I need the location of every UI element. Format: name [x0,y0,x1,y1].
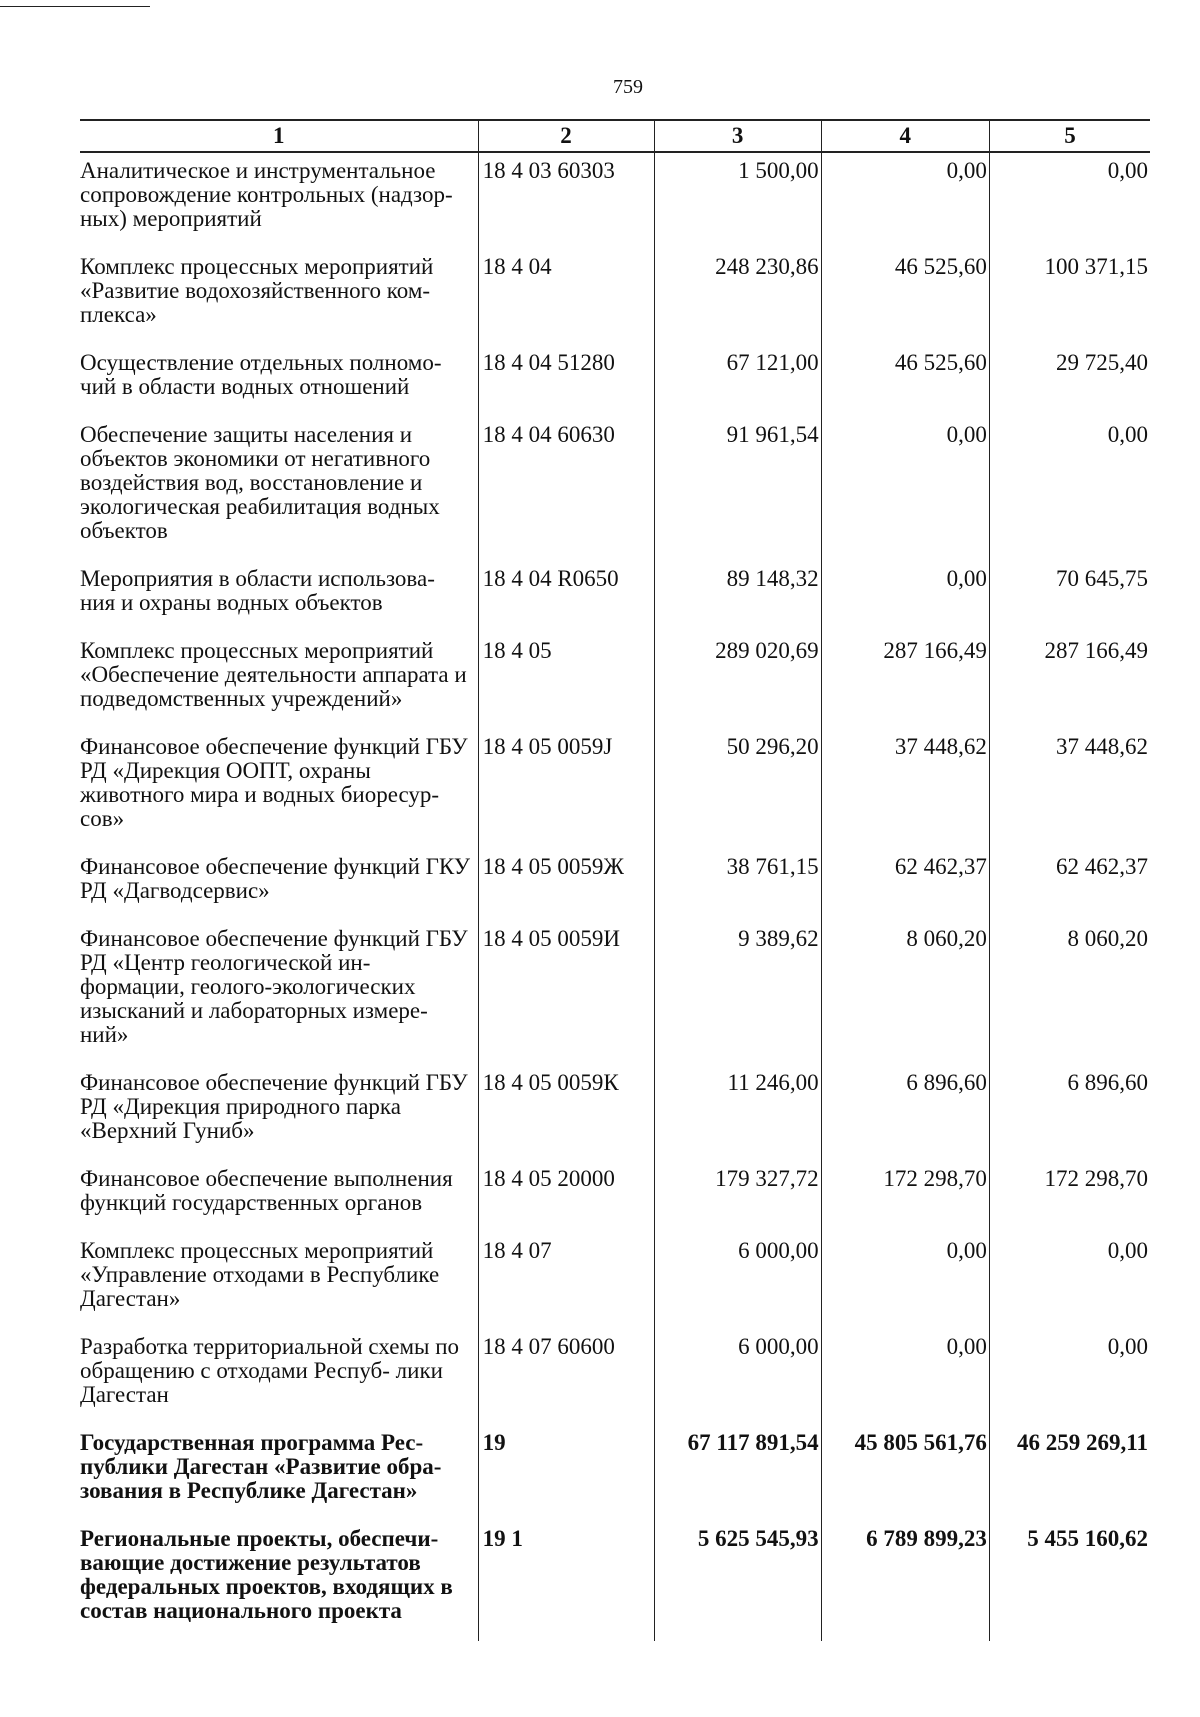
row-value-4: 0,00 [821,1329,989,1425]
row-value-3: 67 121,00 [654,345,821,417]
table-row [80,1233,1150,1329]
table-row [80,849,1150,921]
row-code: 18 4 07 60600 [478,1329,654,1425]
header-cell-4: 4 [821,120,989,152]
row-value-4: 287 166,49 [821,633,989,729]
row-code: 19 [478,1425,654,1521]
row-value-4: 62 462,37 [821,849,989,921]
row-code: 18 4 05 0059И [478,921,654,1065]
row-value-3: 50 296,20 [654,729,821,849]
row-code: 18 4 04 R0650 [478,561,654,633]
row-name: Мероприятия в области использова- ния и охраны водных объектов [80,566,435,615]
corner-rule [0,6,150,7]
row-value-5: 70 645,75 [989,561,1150,633]
row-code: 19 1 [478,1521,654,1641]
row-value-4: 6 896,60 [821,1065,989,1161]
row-value-4: 8 060,20 [821,921,989,1065]
row-name: Государственная программа Рес- публики Дагестан «Развитие обра- зования в Республике Дагестан» [80,1430,442,1503]
row-name: Аналитическое и инструментальное сопровождение контрольных (надзор- ных) мероприятий [80,158,453,231]
row-value-5: 46 259 269,11 [989,1425,1150,1521]
row-name: Разработка территориальной схемы по обращению с отходами Респуб- лики Дагестан [80,1334,460,1407]
row-name: Финансовое обеспечение функций ГБУ РД «Дирекция природного парка «Верхний Гуниб» [80,1070,468,1143]
row-value-4: 6 789 899,23 [821,1521,989,1641]
table-row [80,1425,1150,1521]
table-row [80,633,1150,729]
row-value-3: 89 148,32 [654,561,821,633]
row-code: 18 4 04 51280 [478,345,654,417]
row-value-5: 0,00 [989,1329,1150,1425]
row-name: Региональные проекты, обеспечи- вающие достижение результатов федеральных проектов, входящих в состав национального проекта [80,1526,453,1623]
row-value-4: 37 448,62 [821,729,989,849]
row-value-4: 172 298,70 [821,1161,989,1233]
row-name: Комплекс процессных мероприятий «Развитие водохозяйственного ком- плекса» [80,254,434,327]
row-code: 18 4 04 60630 [478,417,654,561]
row-code: 18 4 05 [478,633,654,729]
row-code: 18 4 05 0059К [478,1065,654,1161]
row-value-4: 0,00 [821,1233,989,1329]
row-code: 18 4 05 0059Ж [478,849,654,921]
row-value-5: 62 462,37 [989,849,1150,921]
row-name: Финансовое обеспечение выполнения функций государственных органов [80,1166,453,1215]
row-value-4: 0,00 [821,417,989,561]
table-row [80,1521,1150,1641]
table-row [80,921,1150,1065]
row-value-3: 67 117 891,54 [654,1425,821,1521]
header-cell-3: 3 [654,120,821,152]
table-row [80,249,1150,345]
row-value-4: 0,00 [821,561,989,633]
row-value-5: 6 896,60 [989,1065,1150,1161]
table-row [80,152,1150,249]
row-value-3: 38 761,15 [654,849,821,921]
row-value-3: 1 500,00 [654,152,821,249]
row-name: Обеспечение защиты населения и объектов экономики от негативного воздействия вод, восстановление и экологическая реабилитация водных объектов [80,422,440,543]
row-code: 18 4 07 [478,1233,654,1329]
table-row [80,417,1150,561]
table-row [80,1065,1150,1161]
row-value-3: 289 020,69 [654,633,821,729]
row-value-3: 11 246,00 [654,1065,821,1161]
row-value-3: 91 961,54 [654,417,821,561]
row-value-5: 8 060,20 [989,921,1150,1065]
row-value-5: 29 725,40 [989,345,1150,417]
row-value-4: 45 805 561,76 [821,1425,989,1521]
row-value-3: 5 625 545,93 [654,1521,821,1641]
row-code: 18 4 05 0059J [478,729,654,849]
row-value-3: 6 000,00 [654,1233,821,1329]
table-row [80,729,1150,849]
header-cell-2: 2 [478,120,654,152]
row-value-5: 172 298,70 [989,1161,1150,1233]
row-value-5: 0,00 [989,1233,1150,1329]
row-name: Осуществление отдельных полномо- чий в области водных отношений [80,350,442,399]
row-name: Финансовое обеспечение функций ГБУ РД «Центр геологической ин- формации, геолого-экологических изысканий и лабораторных измере- ний» [80,926,468,1047]
row-value-4: 0,00 [821,152,989,249]
row-name: Финансовое обеспечение функций ГКУ РД «Дагводсервис» [80,854,471,903]
table-row [80,345,1150,417]
row-name: Комплекс процессных мероприятий «Обеспечение деятельности аппарата и подведомственных учреждений» [80,638,467,711]
table-row [80,1329,1150,1425]
row-value-3: 9 389,62 [654,921,821,1065]
table-row [80,561,1150,633]
budget-table [80,119,1150,1641]
row-code: 18 4 05 20000 [478,1161,654,1233]
header-cell-1: 1 [80,120,478,152]
row-code: 18 4 03 60303 [478,152,654,249]
page-number: 759 [613,76,643,98]
row-value-5: 5 455 160,62 [989,1521,1150,1641]
row-value-5: 287 166,49 [989,633,1150,729]
table-row [80,1161,1150,1233]
header-row [80,120,1150,152]
row-value-5: 0,00 [989,417,1150,561]
row-value-4: 46 525,60 [821,345,989,417]
row-value-3: 248 230,86 [654,249,821,345]
row-value-5: 37 448,62 [989,729,1150,849]
row-value-5: 100 371,15 [989,249,1150,345]
row-name: Комплекс процессных мероприятий «Управление отходами в Республике Дагестан» [80,1238,440,1311]
header-cell-5: 5 [989,120,1150,152]
row-value-5: 0,00 [989,152,1150,249]
row-value-4: 46 525,60 [821,249,989,345]
row-value-3: 6 000,00 [654,1329,821,1425]
row-name: Финансовое обеспечение функций ГБУ РД «Дирекция ООПТ, охраны животного мира и водных биоресур- сов» [80,734,468,831]
row-value-3: 179 327,72 [654,1161,821,1233]
row-code: 18 4 04 [478,249,654,345]
